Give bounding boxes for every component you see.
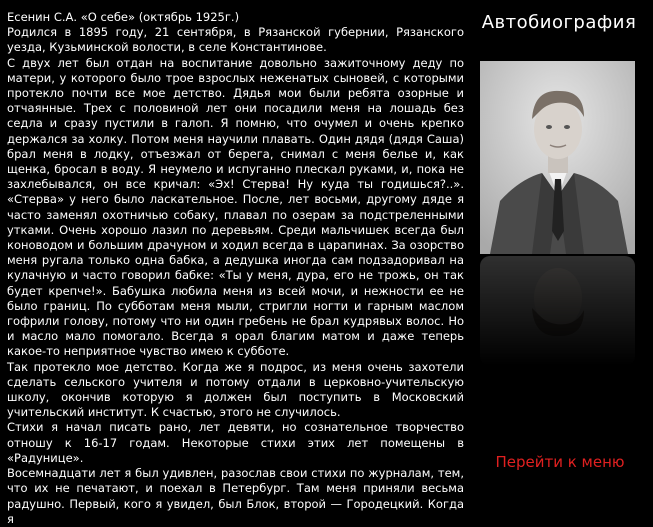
text-paragraph: Восемнадцати лет я был удивлен, разослав свои стихи по журналам, тем, что их не печатают, и поехал в Петербург. Там меня приняли весьма радушно. Первый, кого я увидел, был Блок, второй — Городецкий. Когда я xyxy=(7,466,464,526)
autobiography-text xyxy=(7,10,464,526)
text-paragraph: Родился в 1895 году, 21 сентября, в Рязанской губернии, Рязанского уезда, Кузьминской волости, в селе Константинове. xyxy=(7,25,464,55)
portrait-photo xyxy=(480,61,635,254)
text-paragraph: Стихи я начал писать рано, лет девяти, но сознательное творчество отношу к 16-17 годам. Некоторые стихи этих лет помещены в «Радунице». xyxy=(7,420,464,465)
portrait-reflection xyxy=(480,256,635,366)
text-paragraph: Так протекло мое детство. Когда же я подрос, из меня очень захотели сделать сельского учителя и потому отдали в церковно-учительскую школу, окончив которую я должен был поступить в Московский учительский институт. К счастью, этого не случилось. xyxy=(7,359,464,420)
slide-heading: Автобиография xyxy=(481,12,637,33)
portrait-illustration xyxy=(480,61,635,254)
text-paragraph: С двух лет был отдан на воспитание довольно зажиточному деду по матери, у которого было трое взрослых неженатых сыновей, с которыми протекло почти все мое детство. Дядья мои были ребята озорные и отчаянные. Трех с половиной лет они посадили меня на лошадь без седла и сразу пустили в галоп. Я помню, что очумел и очень крепко держался за холку. Потом меня научили плавать. Один дядя (дядя Саша) брал меня в лодку, отъезжал от берега, снимал с меня белье и, как щенка, бросал в воду. Я неумело и испуганно плескал руками, и, пока не захлебывался, он все кричал: «Эх! Стерва! Ну куда ты годишься?..». «Стерва» у него было ласкательное. После, лет восьми, другому дяде я часто заменял охотничью собаку, плавал по озерам за подстреленными утками. Очень хорошо лазил по деревьям. Среди мальчишек всегда был коноводом и большим драчуном и ходил всегда в царапинах. За озорство меня ругала только одна бабка, а дедушка иногда сам подзадоривал на кулачную и часто говорил бабке: «Ты у меня, дура, его не трожь, он так будет крепче!». Бабушка любила меня из всей мочи, и нежности ее не было границ. По субботам меня мыли, стригли ногти и гарным маслом гофрили голову, потому что ни один гребень не брал кудрявых волос. Но и масло мало помогало. Всегда я орал благим матом и даже теперь какое-то неприятное чувство имею к субботе. xyxy=(7,55,464,359)
go-to-menu-link[interactable]: Перейти к меню xyxy=(495,453,625,471)
text-title: Есенин С.А. «О себе» (октябрь 1925г.) xyxy=(7,10,240,24)
